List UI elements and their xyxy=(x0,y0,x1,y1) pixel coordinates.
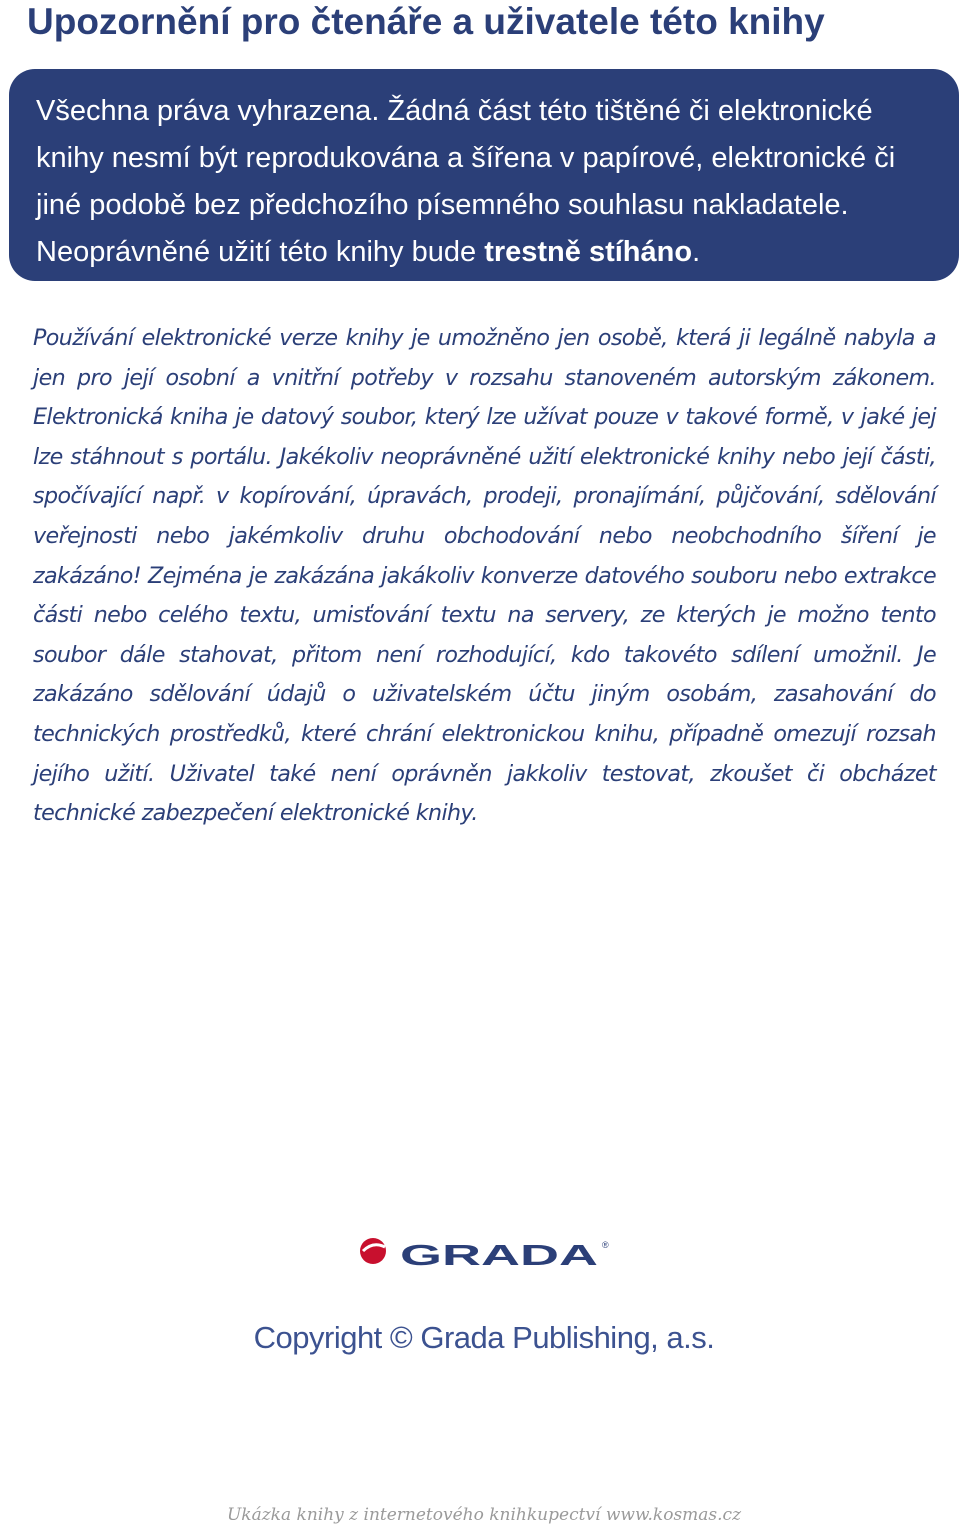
grada-mark-icon xyxy=(360,1238,386,1264)
usage-terms-paragraph: Používání elektronické verze knihy je umožněno jen osobě, která ji legálně nabyla a jen pro její osobní a vnitřní potřeby v rozsahu stanoveném autorským zákonem. Elektronická kniha je datový soubor, který lze užívat pouze v takové formě, v jaké jej lze stáhnout s portálu. Jakékoliv neoprávněné užití elektronické knihy nebo její části, spočívající např. v kopírování, úpravách, prodeji, pronajímání, půjčování, sdělování veřejnosti nebo jakémkoliv druhu obchodování nebo neobchodního šíření je zakázáno! Zejména je zakázána jakákoliv konverze datového souboru nebo extrakce části nebo celého textu, umisťování textu na servery, ze kterých je možno tento soubor dále stahovat, přitom není rozhodující, kdo takovéto sdílení umožnil. Je zakázáno sdělování údajů o uživatelském účtu jiným osobám, zasahování do technických prostředků, které chrání elektronickou knihu, případně omezují rozsah jejího užití. Uživatel také není oprávněn jakkoliv testovat, zkoušet či obcházet technické zabezpečení elektronické knihy. xyxy=(33,325,936,827)
notice-emphasis: trestně stíháno xyxy=(484,236,693,268)
grada-logo-text: GRADA xyxy=(400,1240,599,1270)
copyright-line: Copyright © Grada Publishing, a.s. xyxy=(253,1320,715,1355)
grada-logo xyxy=(359,1234,611,1270)
footer-note: Ukázka knihy z internetového knihkupectví www.kosmas.cz xyxy=(226,1505,742,1525)
registered-mark: ® xyxy=(602,1240,609,1250)
page-title: Upozornění pro čtenáře a uživatele této knihy xyxy=(27,1,825,42)
copyright-notice-box xyxy=(9,69,959,281)
notice-end: . xyxy=(692,236,701,268)
notice-text: Všechna práva vyhrazena. Žádná část této tištěné či elektronické knihy nesmí být reprodukována a šířena v papírové, elektronické či jiné podobě bez předchozího písemného souhlasu nakladatele. Neoprávněné užití této knihy bude xyxy=(36,95,896,268)
